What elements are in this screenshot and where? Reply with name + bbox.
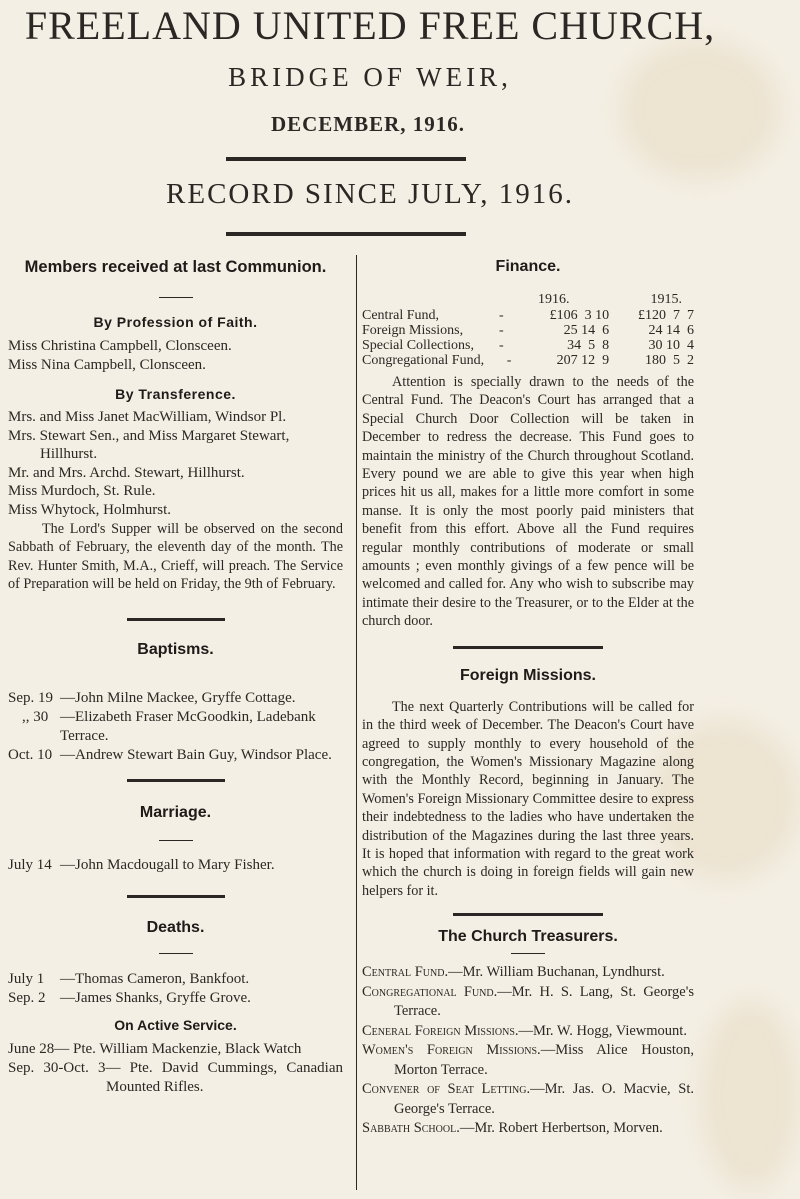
entry-text: —James Shanks, Gryffe Grove. [60,989,251,1006]
amount-1916: 25 14 6 [563,323,610,338]
profession-heading: By Profession of Faith. [93,314,258,330]
deaths-heading: Deaths. [146,918,205,936]
amount-1916: 34 5 8 [567,338,610,353]
member-name: Miss Murdoch, St. Rule. [8,483,156,499]
marriage-heading: Marriage. [139,803,212,821]
marriage-entry [8,856,343,875]
member-name: Mr. and Mrs. Archd. Stewart, Hillhurst. [8,464,245,481]
member-name: Miss Whytock, Holmhurst. [8,501,172,518]
entry-date: July 14 [8,856,52,873]
amount-1915: 24 14 6 [648,323,694,338]
section-rule [127,618,225,621]
entry-text: — Pte. William Mackenzie, Black Watch [54,1040,302,1057]
treasurer-name: —Mr. Jas. O. Macvie, St. George's Terrace. [394,1081,694,1117]
treasurer-name: —Mr. W. Hogg, Viewmount. [518,1022,687,1039]
member-name: Mrs. Stewart Sen., and Miss Margaret Stewart, Hillhurst. [8,427,290,462]
entry-text: — Pte. David Cummings, Canadian Mounted Rifles. [105,1059,343,1095]
fund-label: Congregational Fund, [362,353,485,368]
church-title: FREELAND UNITED FREE CHURCH, [24,3,716,48]
entry-date: ,, 30 [22,708,49,725]
finance-row [362,323,694,338]
fund-name: Sabbath School. [362,1120,460,1137]
section-rule [453,646,603,649]
dash: - [499,323,504,338]
amount-1915: 30 10 4 [648,338,694,353]
entry-date: Sep. 2 [8,989,46,1006]
death-entry [8,970,343,989]
members-heading: Members received at last Communion. [24,258,327,276]
entry-date: Oct. 10 [8,746,53,763]
entry-text: —John Milne Mackee, Gryffe Cottage. [60,689,296,706]
short-rule [511,953,545,954]
foreign-missions-heading: Foreign Missions. [459,666,596,684]
short-rule [159,953,193,954]
section-rule [127,895,225,898]
treasurer-entry [362,1022,694,1042]
treasurer-name: —Mr. William Buchanan, Lyndhurst. [448,964,665,981]
baptisms-heading: Baptisms. [137,640,214,658]
finance-row [362,338,694,353]
treasurer-name: —Mr. H. S. Lang, St. George's Terrace. [394,983,694,1020]
treasurer-entry [362,983,694,1022]
amount-1916: £106 3 10 [549,308,610,323]
left-column [8,258,343,1097]
finance-table [362,292,694,368]
short-rule [159,297,193,298]
fund-label: Central Fund, [362,308,439,323]
column-divider [356,255,357,1190]
dash: - [506,353,512,368]
entry-date: Sep. 19 [8,689,53,706]
active-service-entry [8,1059,343,1097]
amount-1916: 207 12 9 [556,353,610,368]
baptism-entry [8,746,343,765]
entry-text: —Andrew Stewart Bain Guy, Windsor Place. [60,746,332,763]
treasurers-heading: The Church Treasurers. [438,928,618,946]
treasurer-entry [362,1080,694,1119]
fund-name: Congregational Fund. [362,983,498,1000]
treasurer-entry [362,1119,694,1139]
section-rule [127,779,225,782]
entry-date: June 28 [8,1040,55,1057]
finance-notice: Attention is specially drawn to the needs of the Central Fund. The Deacon's Court has arranged that a Special Church Door Collection will be taken in December to redress the decrease. This Fund goes to maintain the ministry of the Church throughout Scotland. Every pound we are able to give this year when high prices hit us all, makes for a little more comfort in some manse. It is only the most poorly paid ministers that benefit from this effort. Above all the Fund requires regular monthly contributions of moderate or small amounts ; even monthly givings of a few pence will be welcomed and called for. Any who wish to subscribe may intimate their desire to the Treasurer, or to the Elder at the church door. [362,374,694,630]
entry-date: July 1 [8,970,45,987]
finance-years [362,292,694,307]
finance-heading: Finance. [495,258,561,275]
finance-row [362,308,694,323]
treasurer-name: —Mr. Robert Herbertson, Morven. [459,1120,663,1137]
amount-1915: 180 5 2 [645,353,694,368]
dash: - [499,308,504,323]
fund-name: Convener of Seat Letting. [362,1081,531,1098]
foreign-missions-text: The next Quarterly Contributions will be called for in the third week of December. The Deacon's Court have agreed to supply monthly to every household of the congregation, the Women's Missionary Magazine along with the Monthly Record, beginning in January. The Women's Foreign Missionary Committee desire to express their indebtedness to the ladies who have undertaken the distribution of the Magazines during the last three years. It is hoped that information with regard to the great work which the church is doing in foreign fields will gain new helpers for it. [362,698,694,899]
death-entry [8,989,343,1008]
member-name: Mrs. and Miss Janet MacWilliam, Windsor Pl. [8,409,287,425]
baptism-entry [8,708,343,746]
communion-notice: The Lord's Supper will be observed on the second Sabbath of February, the eleventh day of the month. The Rev. Hunter Smith, M.A., Crieff, will preach. The Service of Preparation will be held on Friday, the 9th of February. [8,521,343,593]
entry-text: —Elizabeth Fraser McGoodkin, Ladebank Terrace. [60,708,316,744]
entry-text: —Thomas Cameron, Bankfoot. [60,970,250,987]
paper-stain [620,40,780,180]
entry-date: Sep. 30-Oct. 3 [8,1059,106,1076]
fund-label: Special Collections, [362,338,474,353]
fund-name: Women's Foreign Missions. [362,1042,541,1059]
active-service-heading: On Active Service. [114,1016,237,1033]
member-name: Miss Christina Campbell, Clonsceen. [8,338,232,354]
fund-label: Foreign Missions, [362,323,464,338]
header-divider [226,157,466,161]
section-rule [453,913,603,916]
transference-heading: By Transference. [115,386,236,402]
entry-text: —John Macdougall to Mary Fisher. [60,856,275,873]
finance-row [362,353,694,368]
issue-date: DECEMBER, 1916. [270,112,466,136]
record-title: RECORD SINCE JULY, 1916. [166,178,574,210]
treasurer-entry [362,963,694,983]
dash: - [499,338,504,353]
fund-name: Central Fund. [362,964,449,981]
fund-name: Ceneral Foreign Missions. [362,1022,519,1039]
year-1916: 1916. [538,292,570,307]
treasurer-name: —Miss Alice Houston, Morton Terrace. [394,1042,694,1078]
header-divider [226,232,466,236]
active-service-entry [8,1040,343,1059]
short-rule [159,840,193,841]
baptism-entry [8,689,343,708]
member-name: Miss Nina Campbell, Clonsceen. [8,356,206,373]
right-column [362,258,694,1139]
treasurer-entry [362,1041,694,1080]
year-1915: 1915. [650,292,682,307]
paper-stain [700,1000,800,1190]
amount-1915: £120 7 7 [638,308,694,323]
treasurers-list [362,963,694,1139]
church-location: BRIDGE OF WEIR, [228,62,512,92]
